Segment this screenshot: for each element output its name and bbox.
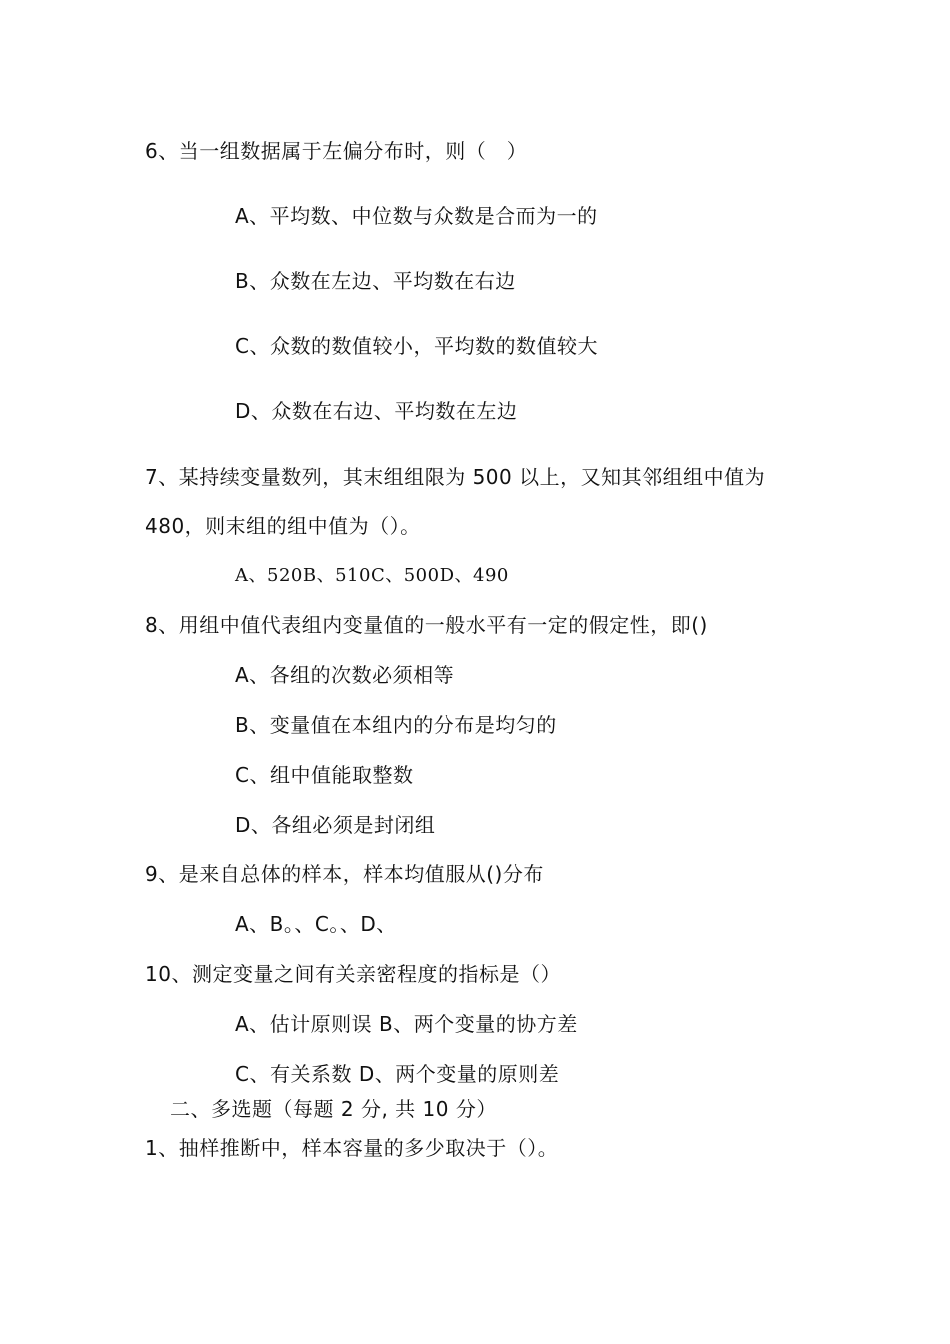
question-10-stem: 10、测定变量之间有关亲密程度的指标是（）: [145, 962, 561, 986]
question-8-option-a: A、各组的次数必须相等: [235, 663, 455, 687]
section-2-heading: 二、多选题（每题 2 分, 共 10 分）: [170, 1097, 497, 1121]
question-6-option-c: C、众数的数值较小，平均数的数值较大: [235, 334, 598, 358]
question-10-options-line2: C、有关系数 D、两个变量的原则差: [235, 1062, 560, 1086]
question-7-options: A、520B、510C、500D、490: [235, 565, 509, 586]
question-8-stem: 8、用组中值代表组内变量值的一般水平有一定的假定性，即(): [145, 613, 708, 637]
question-8-option-c: C、组中值能取整数: [235, 763, 414, 787]
question-7-stem-line2: 480，则末组的组中值为（）。: [145, 514, 421, 538]
section-2-question-1-stem: 1、抽样推断中，样本容量的多少取决于（）。: [145, 1136, 559, 1160]
question-6-option-d: D、众数在右边、平均数在左边: [235, 399, 518, 423]
question-6-stem: 6、当一组数据属于左偏分布时，则（ ）: [145, 139, 528, 163]
question-9-stem: 9、是来自总体的样本，样本均值服从()分布: [145, 862, 544, 886]
question-10-options-line1: A、估计原则误 B、两个变量的协方差: [235, 1012, 578, 1036]
question-6-option-a: A、平均数、中位数与众数是合而为一的: [235, 204, 598, 228]
question-9-options: A、B。、C。、D、: [235, 912, 397, 936]
question-8-option-d: D、各组必须是封闭组: [235, 813, 436, 837]
question-8-option-b: B、变量值在本组内的分布是均匀的: [235, 713, 557, 737]
question-6-option-b: B、众数在左边、平均数在右边: [235, 269, 516, 293]
question-7-stem-line1: 7、某持续变量数列，其末组组限为 500 以上，又知其邻组组中值为: [145, 465, 766, 489]
